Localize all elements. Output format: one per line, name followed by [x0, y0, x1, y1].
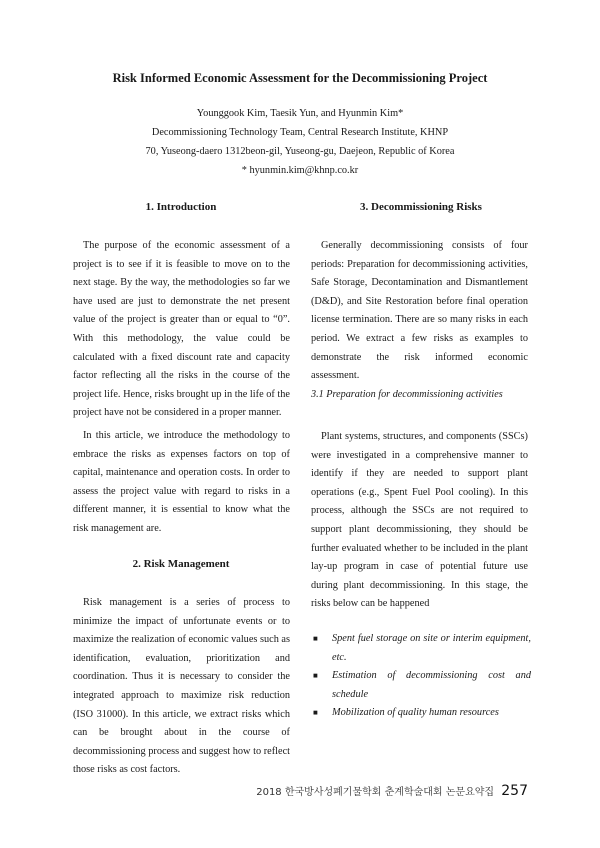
decommissioning-risks-body — [311, 237, 528, 386]
section-heading-decommissioning-risks: 3. Decommissioning Risks — [360, 201, 482, 213]
list-item-text: Spent fuel storage on site or interim equipment, etc. — [332, 633, 531, 663]
list-item — [311, 630, 531, 667]
paragraph: The purpose of the economic assessment of a project is to see if it is feasible to move on to the next stage. By the way, the methodologies so far we have used are just to demonstrate the net present value of the project is greater than or equal to “0”. With this methodology, the value could be calculated with a fixed discount rate and capacity factor reflecting all the risks in the course of the project life. Hence, risks brought up in the life of the project have not be considered in a proper manner. — [73, 240, 290, 419]
affiliation: Decommissioning Technology Team, Central Research Institute, KHNP — [151, 127, 449, 138]
square-bullet-icon: ■ — [313, 671, 318, 681]
list-item-text: Mobilization of quality human resources — [332, 707, 499, 719]
email: * hyunmin.kim@khnp.co.kr — [241, 165, 359, 176]
subsection-body — [311, 428, 528, 614]
section-heading-introduction: 1. Introduction — [145, 201, 217, 213]
paper-title: Risk Informed Economic Assessment for the Decommissioning Project — [112, 71, 488, 85]
risk-management-body — [73, 594, 290, 780]
risk-list — [311, 630, 531, 723]
subsection-heading: 3.1 Preparation for decommissioning activities — [311, 389, 503, 400]
paragraph: Risk management is a series of process to minimize the impact of unfortunate events or to maximize the realization of economic values such as identification, evaluation, prioritization and coordination. Thus it is necessary to consider the integrated approach to maximize risk reduction (ISO 31000). In this article, we extract risks which can be brought about in the course of decommissioning process and suggest how to reflect those risks as cost factors. — [73, 597, 291, 776]
page-footer — [256, 783, 528, 799]
square-bullet-icon: ■ — [313, 634, 318, 643]
list-item — [311, 667, 531, 704]
square-bullet-icon: ■ — [313, 708, 318, 718]
proceedings-title: 2018 한국방사성폐기물학회 춘계학술대회 논문요약집 — [256, 787, 495, 798]
paragraph: Plant systems, structures, and components (SSCs) were investigated in a comprehensive manner to identify if they are needed to support plant operations (e.g., Spent Fuel Pool cooling). In this process, although the SSCs are not required to support plant decommissioning, they should be further evaluated whether to be included in the plant lay-up program in case of potential future use during plant decommissioning. In this stage, the risks below can be happened — [311, 431, 528, 610]
authors: Younggook Kim, Taesik Yun, and Hyunmin Kim* — [196, 108, 404, 119]
page-number: 257 — [501, 783, 528, 799]
list-item — [311, 704, 531, 723]
list-item-text: Estimation of decommissioning cost and schedule — [332, 670, 531, 700]
section-heading-risk-management: 2. Risk Management — [132, 558, 230, 570]
introduction-body — [73, 237, 290, 539]
address: 70, Yuseong-daero 1312beon-gil, Yuseong-gu, Daejeon, Republic of Korea — [145, 146, 455, 157]
paragraph: In this article, we introduce the methodology to embrace the risks as expenses factors on top of capital, maintenance and operation costs. In order to assess the project value with regard to risks in a different manner, it is essential to know what the risk management are. — [73, 429, 290, 534]
paragraph: Generally decommissioning consists of four periods: Preparation for decommissioning activities, Safe Storage, Decontamination and Dismantlement (D&D), and Site Restoration before final operation license termination. There are so many risks in each period. We extract a few risks as examples to demonstrate the risk informed economic assessment. — [311, 240, 528, 382]
